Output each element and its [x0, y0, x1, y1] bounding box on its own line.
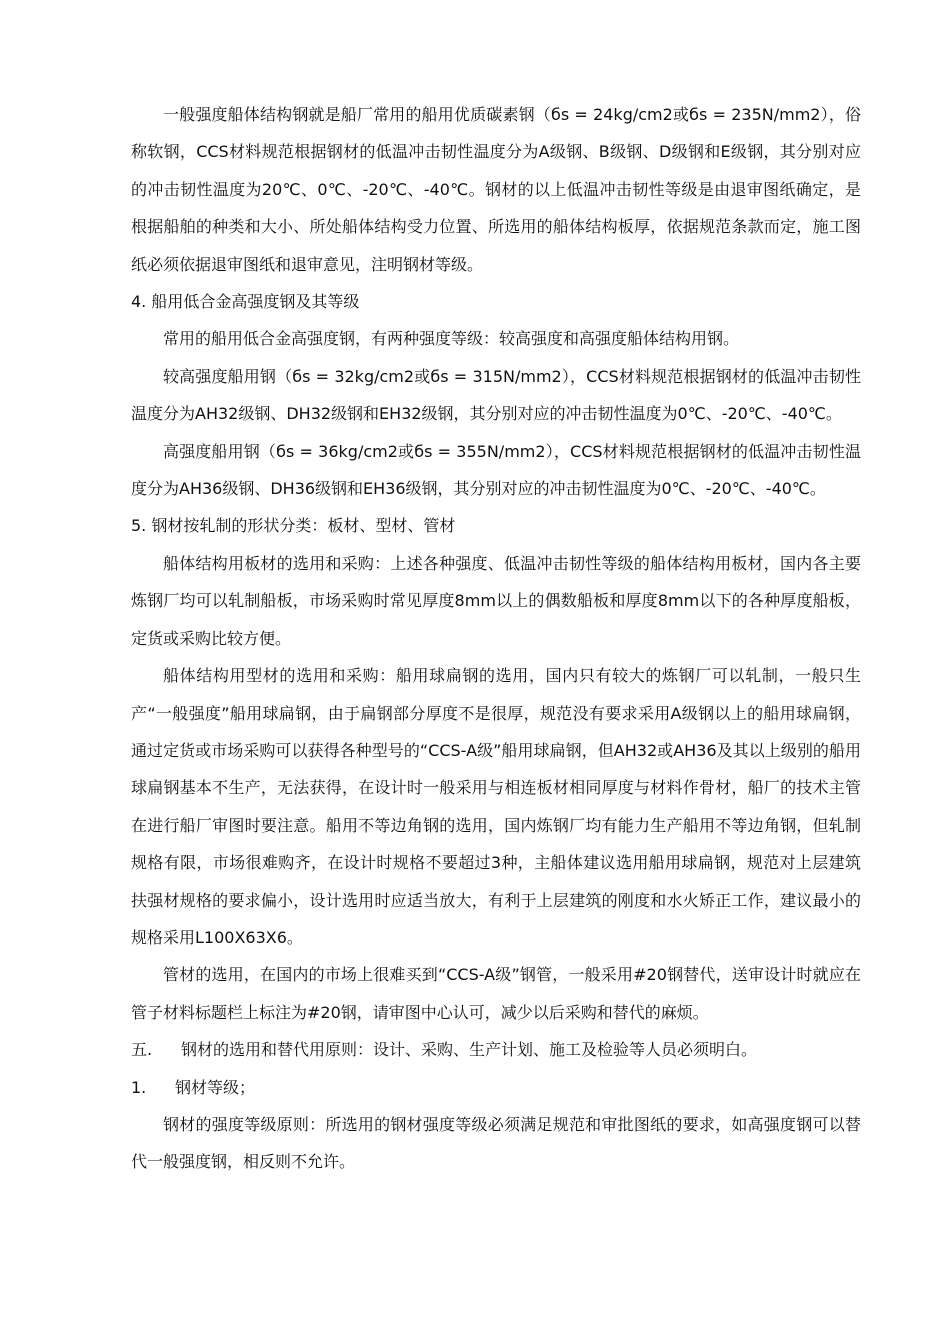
heading-low-alloy-steel: 4. 船用低合金高强度钢及其等级	[131, 292, 360, 312]
document-body	[131, 96, 861, 1181]
paragraph-strength-principle: 钢材的强度等级原则：所选用的钢材强度等级必须满足规范和审批图纸的要求，如高强度钢可以替代一般强度钢，相反则不允许。	[131, 1114, 861, 1172]
section-five-heading	[131, 1031, 861, 1068]
section-number: 五.	[131, 1040, 153, 1060]
item-one-heading	[131, 1069, 861, 1106]
paragraph-pipes: 管材的选用，在国内的市场上很难买到“CCS-A级”钢管，一般采用#20钢替代，送审设计时就应在管子材料标题栏上标注为#20钢，请审图中心认可，减少以后采购和替代的麻烦。	[131, 965, 861, 1022]
paragraph-high-strength: 高强度船用钢（бs = 36kg/cm2或бs = 355N/mm2），CCS材料规范根据钢材的低温冲击韧性温度分为AH36级钢、DH36级钢和EH36级钢，其分别对应的冲击韧性温度为0℃、-20℃、-40℃。	[131, 441, 861, 499]
paragraph-mild-steel: 一般强度船体结构钢就是船厂常用的船用优质碳素钢（бs = 24kg/cm2或бs = 235N/mm2），俗称软钢，CCS材料规范根据钢材的低温冲击韧性温度分为A级钢、B级钢、D级钢和E级钢，其分别对应的冲击韧性温度为20℃、0℃、-20℃、-40℃。钢材的以上低温冲击韧性等级是由退审图纸确定，是根据船舶的种类和大小、所处船体结构受力位置、所选用的船体结构板厚，依据规范条款而定，施工图纸必须依据退审图纸和退审意见，注明钢材等级。	[131, 105, 861, 274]
paragraph-profiles: 船体结构用型材的选用和采购：船用球扁钢的选用，国内只有较大的炼钢厂可以轧制，一般只生产“一般强度”船用球扁钢，由于扁钢部分厚度不是很厚，规范没有要求采用A级钢以上的船用球扁钢，通过定货或市场采购可以获得各种型号的“CCS-A级”船用球扁钢，但AH32或AH36及其以上级别的船用球扁钢基本不生产，无法获得，在设计时一般采用与相连板材相同厚度与材料作骨材，船厂的技术主管在进行船厂审图时要注意。船用不等边角钢的选用，国内炼钢厂均有能力生产船用不等边角钢，但轧制规格有限，市场很难购齐，在设计时规格不要超过3种，主船体建议选用船用球扁钢，规范对上层建筑扶强材规格的要求偏小，设计选用时应适当放大，有利于上层建筑的刚度和水火矫正工作，建议最小的规格采用L100X63X6。	[131, 666, 861, 947]
paragraph-higher-strength: 较高强度船用钢（бs = 32kg/cm2或бs = 315N/mm2），CCS材料规范根据钢材的低温冲击韧性温度分为AH32级钢、DH32级钢和EH32级钢，其分别对应的冲击韧性温度为0℃、-20℃、-40℃。	[131, 366, 861, 424]
heading-rolled-shapes: 5. 钢材按轧制的形状分类：板材、型材、管材	[131, 516, 456, 536]
item-title: 钢材等级；	[175, 1077, 256, 1097]
paragraph-plates: 船体结构用板材的选用和采购：上述各种强度、低温冲击韧性等级的船体结构用板材，国内各主要炼钢厂均可以轧制船板，市场采购时常见厚度8mm以上的偶数船板和厚度8mm以下的各种厚度船板，定货或采购比较方便。	[131, 553, 861, 648]
item-number: 1.	[131, 1077, 147, 1097]
paragraph-two-grades: 常用的船用低合金高强度钢，有两种强度等级：较高强度和高强度船体结构用钢。	[163, 329, 740, 349]
section-title: 钢材的选用和替代用原则：设计、采购、生产计划、施工及检验等人员必须明白。	[181, 1040, 758, 1060]
